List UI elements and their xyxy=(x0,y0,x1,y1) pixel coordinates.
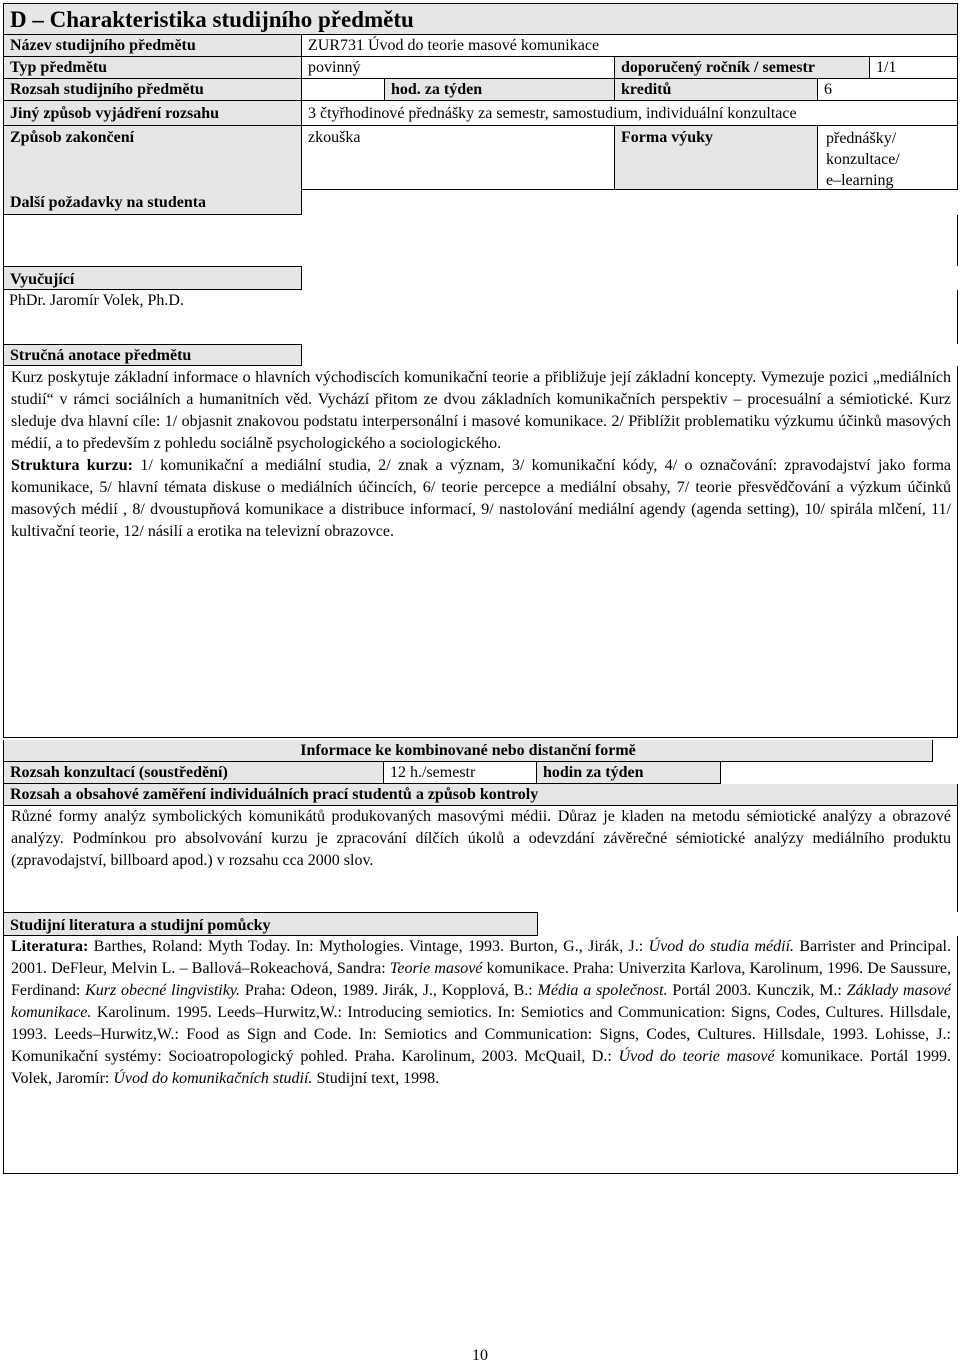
name-value: ZUR731 Úvod do teorie masové komunikace xyxy=(302,35,958,57)
annotation-area xyxy=(3,366,958,738)
individual-text: Různé formy analýz symbolických komunikátů produkovaných masovými médii. Důraz je kladen na metodu sémiotické analýzy a obrazové analýzy. Podmínkou pro absolvování kurzu je zpracování dílčích úkolů a odevzdání závěrečné sémiotické analýzy mediálního produktu (zpravodajství, billboard apod.) v rozsahu cca 2000 slov. xyxy=(11,808,951,869)
consult-value: 12 h./semestr xyxy=(384,762,537,784)
scope-label: Rozsah studijního předmětu xyxy=(3,79,302,101)
consult-unit: hodin za týden xyxy=(537,762,721,784)
structure-paragraph xyxy=(11,455,951,543)
other-scope-label: Jiný způsob vyjádření rozsahu xyxy=(3,101,302,126)
year-value: 1/1 xyxy=(870,57,958,79)
literature-part-6: Karolinum. 1995. Leeds–Hurwitz,W.: Introducing semiotics. In: Semiotics and Communication: Signs, Codes, Cultures. Hillsdale, 1993. Leeds–Hurwitz,W.: Food as Sign and Code. In: Semiotics and Communication: Signs, Codes, Cultures. Hillsdale, 1993. Lohisse, J.: Komunikační systémy: Socioatropologický pohled. Praha. Karolinum, 2003. McQuail, D.: xyxy=(11,1004,951,1065)
form-label: Forma výuky xyxy=(615,126,818,190)
teachers-label: Vyučující xyxy=(3,266,302,290)
literature-part-4: Praha: Odeon, 1989. Jirák, J., Kopplová, B.: xyxy=(240,982,538,999)
page-number: 10 xyxy=(472,1347,488,1364)
literature-title-6: Úvod do teorie masové xyxy=(618,1048,775,1065)
structure-text: 1/ komunikační a mediální studia, 2/ znak a význam, 3/ komunikační kódy, 4/ o označování: zpravodajství jako forma komunikace, 5/ hlavní témata diskuse o mediálních účincích, 6/ teorie percepce a mediální obsahy, 7/ teorie přesvědčování a výzkum účinků masových médií , 8/ dvoustupňová komunikace a distribuce informací, 9/ nastolování mediální agendy (agenda setting), 10/ spirála mlčení, 11/ kultivační teorie, 12/ násilí a erotika na televizní obrazovce. xyxy=(11,457,952,540)
form-value-line-3: e–learning xyxy=(826,172,894,189)
credits-value: 6 xyxy=(818,79,958,101)
other-scope-value: 3 čtyřhodinové přednášky za semestr, samostudium, individuální konzultace xyxy=(302,101,958,126)
combined-header: Informace ke kombinované nebo distanční formě xyxy=(3,740,933,762)
consult-label: Rozsah konzultací (soustředění) xyxy=(3,762,384,784)
type-value: povinný xyxy=(302,57,615,79)
literature-title-3: Kurz obecné lingvistiky. xyxy=(85,982,241,999)
hours-label: hod. za týden xyxy=(385,79,615,101)
literature-part-8: Studijní text, 1998. xyxy=(312,1070,440,1087)
literature-title-7: Úvod do komunikačních studií. xyxy=(113,1070,313,1087)
literature-title-5: Základy masové komunikace. xyxy=(11,982,952,1021)
requirements-label: Další požadavky na studenta xyxy=(3,190,302,215)
teachers-area xyxy=(3,290,958,344)
completion-value: zkouška xyxy=(302,126,615,190)
literature-title-4: Média a společnost. xyxy=(537,982,668,999)
annotation-label: Stručná anotace předmětu xyxy=(3,344,302,366)
literature-label: Studijní literatura a studijní pomůcky xyxy=(3,912,538,936)
form-value-line-1: přednášky/ xyxy=(826,130,897,147)
literature-text xyxy=(11,936,951,1090)
annotation-text: Kurz poskytuje základní informace o hlavních východiscích komunikační teorie a přibližuje její základní koncepty. Vymezuje pozici „mediálních studií“ v rámci sociálních a humanitních věd. Vychází přitom ze dvou základních komunikačních perspektiv – procesuální a sémiotické. Kurz sleduje dva hlavní cíle: 1/ objasnit znakovou podstatu interpersonální i masové komunikace. 2/ Přiblížit problematiku výzkumu účinků masových médií, a to především z pohledu sociálně psychologického a sociologického. xyxy=(11,369,951,452)
literature-area xyxy=(3,936,958,1174)
literature-part-1: Barthes, Roland: Myth Today. In: Mythologies. Vintage, 1993. Burton, G., Jirák, J.: xyxy=(88,938,649,955)
name-label: Název studijního předmětu xyxy=(3,35,302,57)
credits-label: kreditů xyxy=(615,79,818,101)
completion-label: Způsob zakončení xyxy=(3,126,302,190)
literature-part-7: komunikace. Portál 1999. Volek, Jaromír: xyxy=(11,1048,952,1087)
year-label: doporučený ročník / semestr xyxy=(615,57,870,79)
literature-lead: Literatura: xyxy=(11,938,89,955)
literature-part-5: Portál 2003. Kunczik, M.: xyxy=(667,982,847,999)
form-value-line-2: konzultace/ xyxy=(826,151,900,168)
literature-part-3: komunikace. Praha: Univerzita Karlova, Karolinum, 1996. De Saussure, Ferdinand: xyxy=(11,960,952,999)
structure-label: Struktura kurzu: xyxy=(11,457,133,474)
requirements-area xyxy=(3,215,958,266)
scope-value xyxy=(302,79,385,101)
individual-label: Rozsah a obsahové zaměření individuálních prací studentů a způsob kontroly xyxy=(3,784,958,806)
individual-area xyxy=(3,806,958,912)
literature-title-2: Teorie masové xyxy=(389,960,483,977)
section-title: D – Charakteristika studijního předmětu xyxy=(3,3,958,35)
literature-title-1: Úvod do studia médií. xyxy=(648,938,795,955)
type-label: Typ předmětu xyxy=(3,57,302,79)
literature-part-2: Barrister and Principal. 2001. DeFleur, Melvin L. – Ballová–Rokeachová, Sandra: xyxy=(11,938,952,977)
teachers-value: PhDr. Jaromír Volek, Ph.D. xyxy=(9,292,184,309)
form-value xyxy=(818,126,958,190)
